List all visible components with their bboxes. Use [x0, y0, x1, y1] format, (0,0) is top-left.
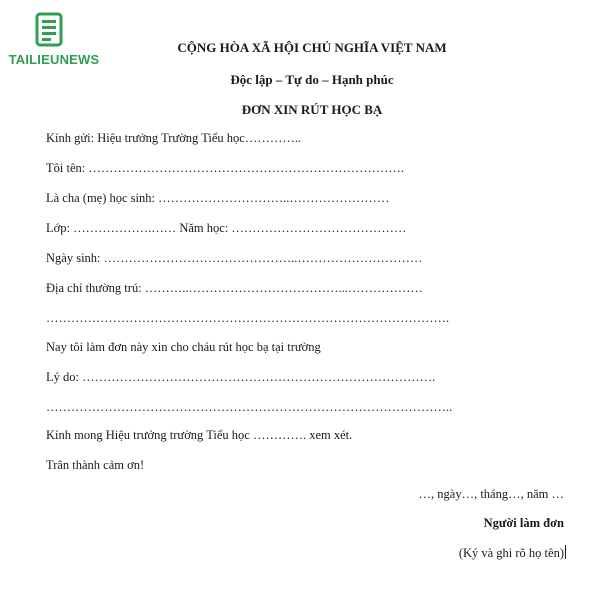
signature-note-text: (Ký và ghi rõ họ tên) — [458, 546, 564, 560]
thanks-line: Trân thành cảm ơn! — [46, 458, 145, 472]
signature-note — [459, 545, 566, 561]
address-continuation: ……………………………………………………………………………………. — [46, 311, 450, 325]
reason-line: Lý do: …………………………………………………………………………. — [46, 370, 436, 384]
date-line: …, ngày…, tháng…, năm … — [418, 487, 564, 501]
name-line: Tôi tên: …………………………………………………………………. — [46, 161, 404, 175]
document-title: ĐƠN XIN RÚT HỌC BẠ — [241, 102, 383, 117]
signer-label: Người làm đơn — [483, 516, 564, 530]
recipient-line: Kính gửi: Hiệu trưởng Trường Tiểu học………….. — [46, 131, 302, 145]
text-cursor — [565, 545, 566, 559]
request-line: Nay tôi làm đơn này xin cho cháu rút học bạ tại trường — [46, 340, 321, 354]
reason-continuation: …………………………………………………………………………………….. — [46, 400, 453, 414]
parent-line: Là cha (mẹ) học sinh: …………………………..…………………… — [46, 191, 390, 205]
nation-heading: CỘNG HÒA XÃ HỘI CHỦ NGHĨA VIỆT NAM — [177, 40, 447, 55]
class-line: Lớp: ……………….…… Năm học: …………………………………… — [46, 221, 407, 235]
brand-name: TAILIEUNEWS — [8, 52, 100, 67]
plea-line: Kính mong Hiệu trưởng trường Tiểu học …………. xem xét. — [46, 428, 353, 442]
address-line: Địa chỉ thường trú: ………..………………………………...……………… — [46, 281, 423, 295]
motto-heading: Độc lập – Tự do – Hạnh phúc — [230, 72, 394, 87]
dob-line: Ngày sinh: ………………………………………..………………………… — [46, 251, 423, 265]
